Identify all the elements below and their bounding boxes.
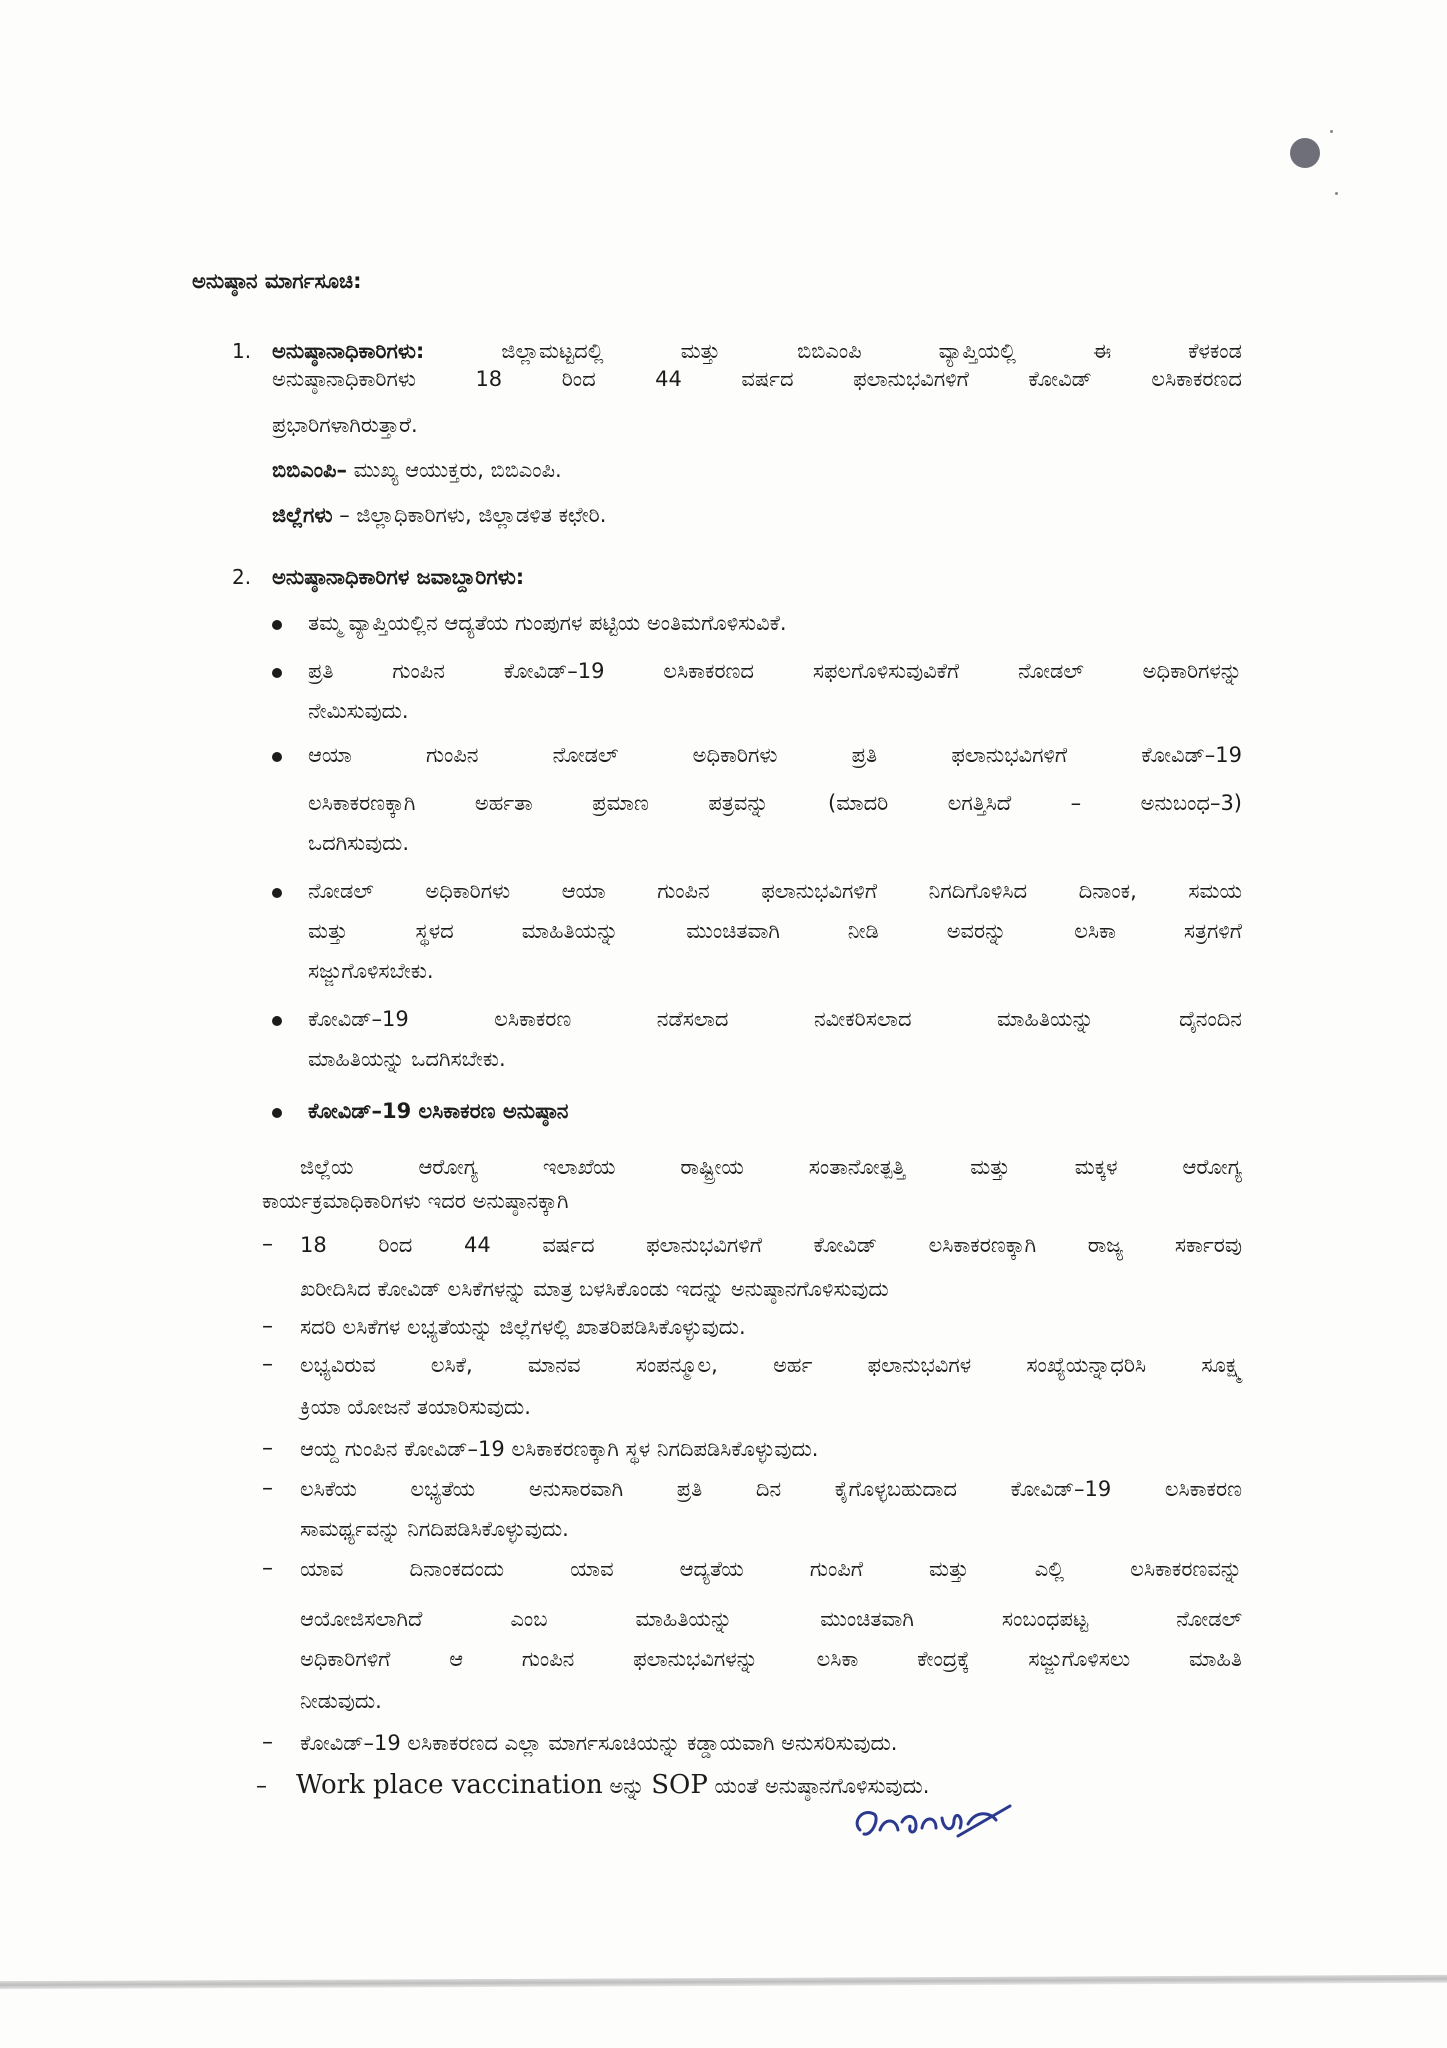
bbmp-label: ಬಿಬಿಎಂಪಿ– xyxy=(272,458,347,482)
bullet-dot xyxy=(272,1016,282,1026)
speck-mark xyxy=(1330,130,1333,133)
bullet-line: ಲಸಿಕಾಕರಣಕ್ಕಾಗಿ ಅರ್ಹತಾ ಪ್ರಮಾಣ ಪತ್ರವನ್ನು (ಮಾದರಿ ಲಗತ್ತಿಸಿದೆ – ಅನುಬಂಧ–3) xyxy=(308,791,1242,815)
dash-line: ಸದರಿ ಲಸಿಕೆಗಳ ಲಭ್ಯತೆಯನ್ನು ಜಿಲ್ಲೆಗಳಲ್ಲಿ ಖಾತರಿಪಡಿಸಿಕೊಳ್ಳುವುದು. xyxy=(300,1315,746,1339)
dash-line: ಲಸಿಕೆಯ ಲಭ್ಯತೆಯ ಅನುಸಾರವಾಗಿ ಪ್ರತಿ ದಿನ ಕೈಗೊಳ್ಳಬಹುದಾದ ಕೋವಿಡ್–19 ಲಸಿಕಾಕರಣ xyxy=(300,1477,1242,1501)
para-line: ಜಿಲ್ಲೆಯ ಆರೋಗ್ಯ ಇಲಾಖೆಯ ರಾಷ್ಟ್ರೀಯ ಸಂತಾನೋತ್ಪತ್ತಿ ಮತ್ತು ಮಕ್ಕಳ ಆರೋಗ್ಯ xyxy=(300,1155,1242,1179)
bullet-line: ಕೋವಿಡ್–19 ಲಸಿಕಾಕರಣ ನಡೆಸಲಾದ ನವೀಕರಿಸಲಾದ ಮಾಹಿತಿಯನ್ನು ದೈನಂದಿನ xyxy=(308,1007,1242,1031)
item1-text: ಜಿಲ್ಲಾಮಟ್ಟದಲ್ಲಿ ಮತ್ತು ಬಿಬಿಎಂಪಿ ವ್ಯಾಪ್ತಿಯಲ್ಲಿ ಈ ಕೆಳಕಂಡ xyxy=(501,339,1242,363)
dash-mark: – xyxy=(262,1476,273,1501)
bullet-line: ಆಯಾ ಗುಂಪಿನ ನೋಡಲ್ ಅಧಿಕಾರಿಗಳು ಪ್ರತಿ ಫಲಾನುಭವಿಗಳಿಗೆ ಕೋವಿಡ್–19 xyxy=(308,743,1242,767)
dash-mark: – xyxy=(262,1314,273,1339)
bbmp-line xyxy=(272,455,562,485)
dash-line: 18 ರಿಂದ 44 ವರ್ಷದ ಫಲಾನುಭವಿಗಳಿಗೆ ಕೋವಿಡ್ ಲಸಿಕಾಕರಣಕ್ಕಾಗಿ ರಾಜ್ಯ ಸರ್ಕಾರವು xyxy=(300,1233,1242,1257)
bullet-line: ನೇಮಿಸುವುದು. xyxy=(308,699,409,723)
bullet-line: ಮಾಹಿತಿಯನ್ನು ಒದಗಿಸಬೇಕು. xyxy=(308,1047,506,1071)
bullet-dot xyxy=(272,668,282,678)
bullet-line: ಪ್ರತಿ ಗುಂಪಿನ ಕೋವಿಡ್–19 ಲಸಿಕಾಕರಣದ ಸಫಲಗೊಳಿಸುವುವಿಕೆಗೆ ನೋಡಲ್ ಅಧಿಕಾರಿಗಳನ್ನು xyxy=(308,659,1242,683)
dash-mark: – xyxy=(262,1352,273,1377)
bullet-line: ನೋಡಲ್ ಅಧಿಕಾರಿಗಳು ಆಯಾ ಗುಂಪಿನ ಫಲಾನುಭವಿಗಳಿಗೆ ನಿಗದಿಗೊಳಿಸಿದ ದಿನಾಂಕ, ಸಮಯ xyxy=(308,879,1242,903)
speck-mark xyxy=(1335,192,1338,195)
bbmp-text: ಮುಖ್ಯ ಆಯುಕ್ತರು, ಬಿಬಿಎಂಪಿ. xyxy=(353,458,562,482)
bullet-line: ಮತ್ತು ಸ್ಥಳದ ಮಾಹಿತಿಯನ್ನು ಮುಂಚಿತವಾಗಿ ನೀಡಿ ಅವರನ್ನು ಲಸಿಕಾ ಸತ್ರಗಳಿಗೆ xyxy=(308,919,1242,943)
bullet-dot xyxy=(272,620,282,630)
bullet-line: ತಮ್ಮ ವ್ಯಾಪ್ತಿಯಲ್ಲಿನ ಆದ್ಯತೆಯ ಗುಂಪುಗಳ ಪಟ್ಟಿಯ ಅಂತಿಮಗೊಳಿಸುವಿಕೆ. xyxy=(308,611,787,635)
dash-mark: – xyxy=(262,1556,273,1581)
district-label: ಜಿಲ್ಲೆಗಳು xyxy=(272,503,333,527)
item1-line3: ಪ್ರಭಾರಿಗಳಾಗಿರುತ್ತಾರೆ. xyxy=(272,413,418,437)
dash-line: ಆಯ್ದ ಗುಂಪಿನ ಕೋವಿಡ್–19 ಲಸಿಕಾಕರಣಕ್ಕಾಗಿ ಸ್ಥಳ ನಿಗದಿಪಡಿಸಿಕೊಳ್ಳುವುದು. xyxy=(300,1437,819,1461)
dash-mark: – xyxy=(262,1730,273,1755)
item1-label: ಅನುಷ್ಠಾನಾಧಿಕಾರಿಗಳು: xyxy=(272,339,425,363)
sub-heading: ಕೋವಿಡ್–19 ಲಸಿಕಾಕರಣ ಅನುಷ್ಠಾನ xyxy=(308,1099,569,1123)
dash-line-mixed xyxy=(296,1770,929,1801)
dash-line: ಖರೀದಿಸಿದ ಕೋವಿಡ್ ಲಸಿಕೆಗಳನ್ನು ಮಾತ್ರ ಬಳಸಿಕೊಂಡು ಇದನ್ನು ಅನುಷ್ಠಾನಗೊಳಿಸುವುದು xyxy=(300,1277,889,1301)
bullet-dot xyxy=(272,1108,282,1118)
bullet-line: ಸಜ್ಜುಗೊಳಿಸಬೇಕು. xyxy=(308,959,434,983)
dash-line: ಅಧಿಕಾರಿಗಳಿಗೆ ಆ ಗುಂಪಿನ ಫಲಾನುಭವಿಗಳನ್ನು ಲಸಿಕಾ ಕೇಂದ್ರಕ್ಕೆ ಸಜ್ಜುಗೊಳಿಸಲು ಮಾಹಿತಿ xyxy=(300,1647,1242,1671)
dash-mark: – xyxy=(256,1774,267,1799)
english-text: SOP xyxy=(651,1770,708,1800)
dash-line: ಕೋವಿಡ್–19 ಲಸಿಕಾಕರಣದ ಎಲ್ಲಾ ಮಾರ್ಗಸೂಚಿಯನ್ನು ಕಡ್ಡಾಯವಾಗಿ ಅನುಸರಿಸುವುದು. xyxy=(300,1731,898,1755)
dash-line: ನೀಡುವುದು. xyxy=(300,1689,382,1713)
section-heading: ಅನುಷ್ಠಾನ ಮಾರ್ಗಸೂಚಿ: xyxy=(192,269,362,293)
english-text: Work place vaccination xyxy=(296,1770,603,1800)
bullet-dot xyxy=(272,752,282,762)
district-line xyxy=(272,500,606,530)
item2-label: ಅನುಷ್ಠಾನಾಧಿಕಾರಿಗಳ ಜವಾಬ್ದಾರಿಗಳು: xyxy=(272,565,525,589)
district-text: – ಜಿಲ್ಲಾಧಿಕಾರಿಗಳು, ಜಿಲ್ಲಾಡಳಿತ ಕಛೇರಿ. xyxy=(339,503,607,527)
item1-line1 xyxy=(272,336,1242,366)
dash-mark: – xyxy=(262,1436,273,1461)
item1-line2: ಅನುಷ್ಠಾನಾಧಿಕಾರಿಗಳು 18 ರಿಂದ 44 ವರ್ಷದ ಫಲಾನುಭವಿಗಳಿಗೆ ಕೋವಿಡ್ ಲಸಿಕಾಕರಣದ xyxy=(272,367,1242,391)
dash-line: ಯಾವ ದಿನಾಂಕದಂದು ಯಾವ ಆದ್ಯತೆಯ ಗುಂಪಿಗೆ ಮತ್ತು ಎಲ್ಲಿ ಲಸಿಕಾಕರಣವನ್ನು xyxy=(300,1557,1242,1581)
dash-line: ಸಾಮರ್ಥ್ಯವನ್ನು ನಿಗದಿಪಡಿಸಿಕೊಳ್ಳುವುದು. xyxy=(300,1517,569,1541)
item-number: 2. xyxy=(232,565,252,589)
handwritten-signature xyxy=(850,1800,1020,1850)
dash-line: ಆಯೋಜಿಸಲಾಗಿದೆ ಎಂಬ ಮಾಹಿತಿಯನ್ನು ಮುಂಚಿತವಾಗಿ ಸಂಬಂಧಪಟ್ಟ ನೋಡಲ್ xyxy=(300,1607,1242,1631)
para-line: ಕಾರ್ಯಕ್ರಮಾಧಿಕಾರಿಗಳು ಇದರ ಅನುಷ್ಠಾನಕ್ಕಾಗಿ xyxy=(262,1189,569,1213)
dash-line: ಲಭ್ಯವಿರುವ ಲಸಿಕೆ, ಮಾನವ ಸಂಪನ್ಮೂಲ, ಅರ್ಹ ಫಲಾನುಭವಿಗಳ ಸಂಖ್ಯೆಯನ್ನಾಧರಿಸಿ ಸೂಕ್ಷ್ಮ xyxy=(300,1353,1242,1377)
dash-mark: – xyxy=(262,1232,273,1257)
bullet-dot xyxy=(272,888,282,898)
punch-hole-mark xyxy=(1290,138,1320,168)
dash-line: ಕ್ರಿಯಾ ಯೋಜನೆ ತಯಾರಿಸುವುದು. xyxy=(300,1395,531,1419)
kannada-text: ಯಂತೆ ಅನುಷ್ಠಾನಗೊಳಿಸುವುದು. xyxy=(714,1774,930,1798)
kannada-text: ಅನ್ನು xyxy=(609,1774,645,1798)
item-number: 1. xyxy=(232,339,252,363)
page-bottom-edge xyxy=(0,1975,1447,1989)
bullet-line: ಒದಗಿಸುವುದು. xyxy=(308,831,410,855)
